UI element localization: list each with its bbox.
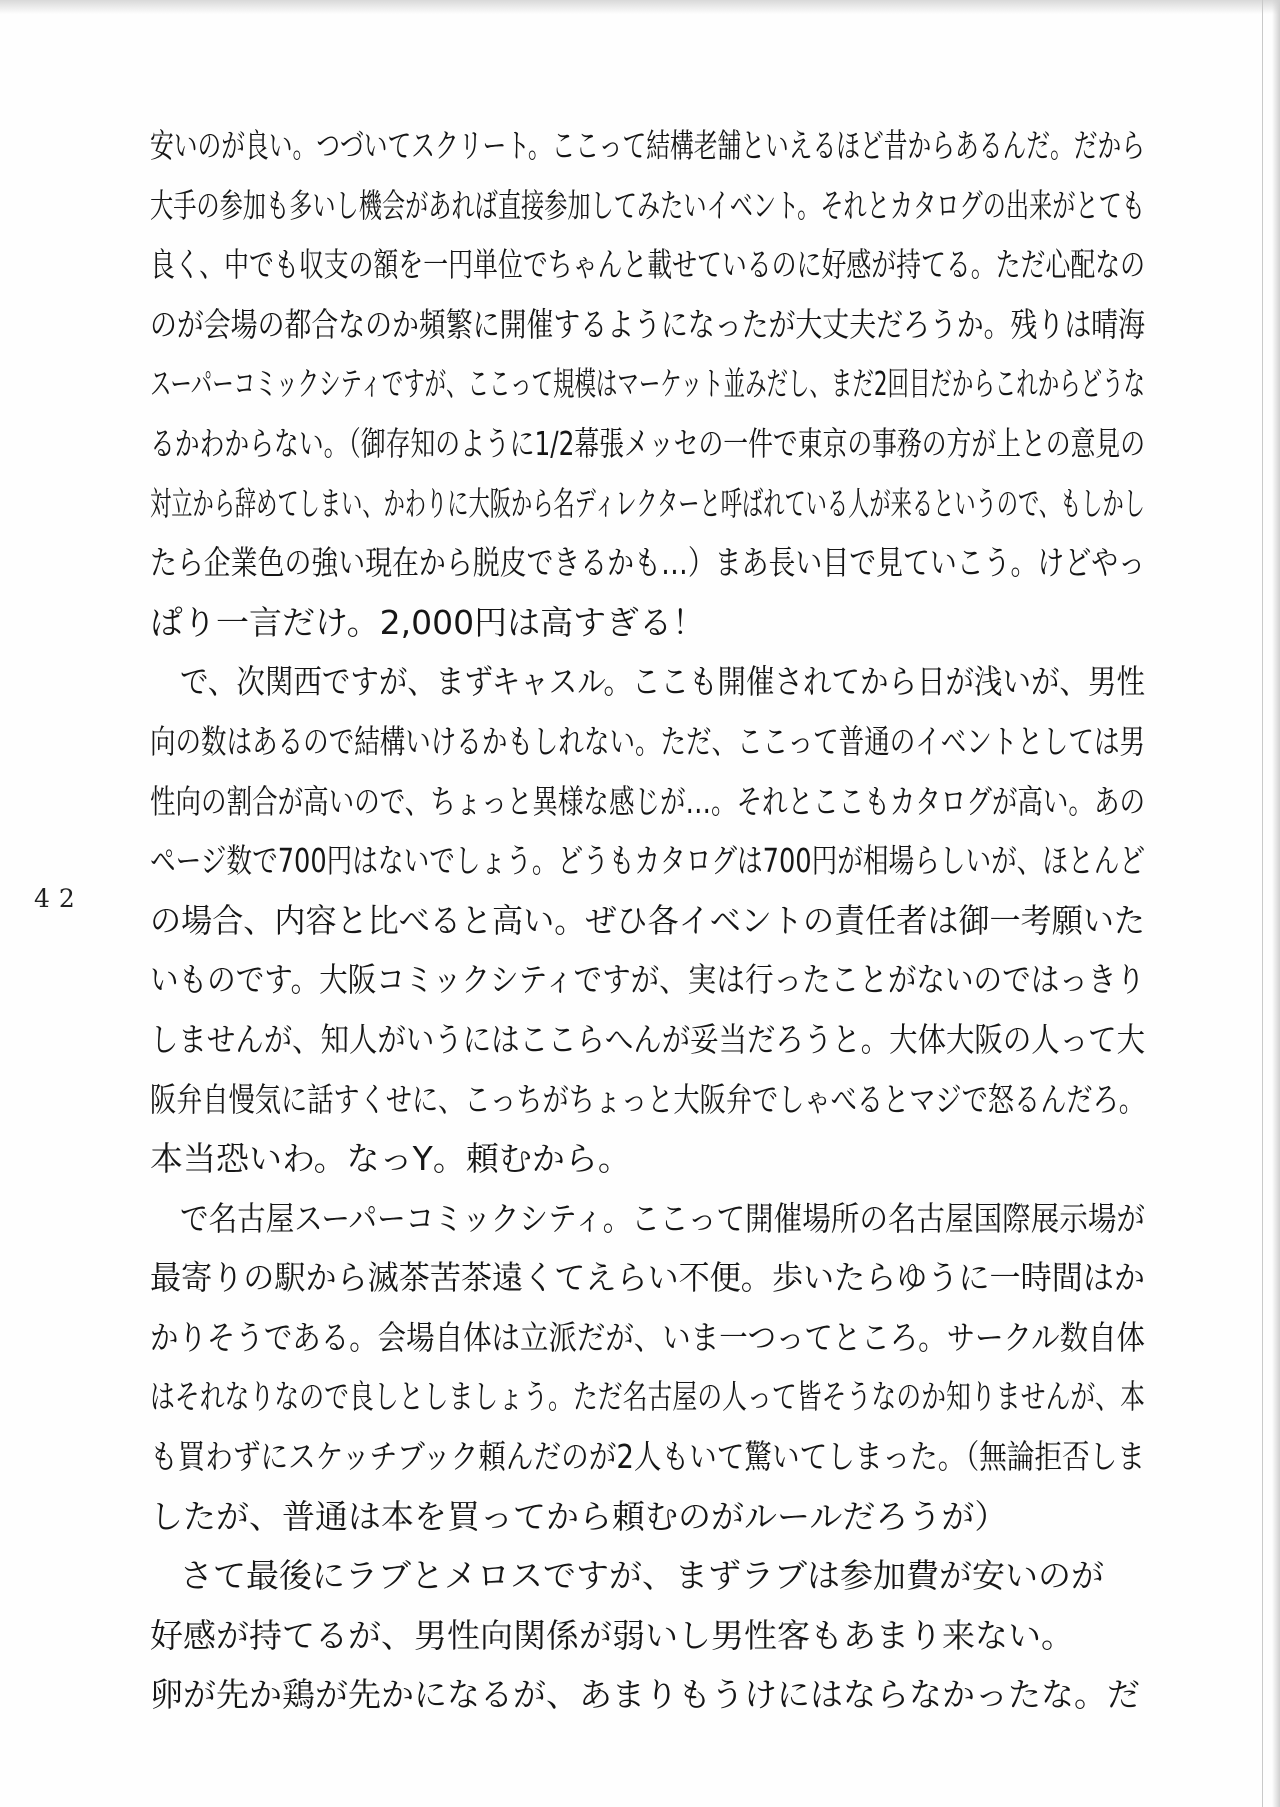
text-line: 本当恐いわ。なっY。頼むから。 <box>150 1139 631 1179</box>
text-line: かりそうである。会場自体は立派だが、いま一つってところ。サークル数自体 <box>150 1317 1145 1357</box>
text-line: 安いのが良い。つづいてスクリート。ここって結構老舗といえるほど昔からあるんだ。だから <box>150 126 1145 165</box>
handwritten-body-text <box>150 116 1145 1725</box>
text-line: 好感が持てるが、男性向関係が弱いし男性客もあまり来ない。 <box>150 1615 1074 1655</box>
text-line: で、次関西ですが、まずキャスル。ここも開催されてから日が浅いが、男性 <box>180 662 1145 702</box>
page-number: 42 <box>34 884 84 913</box>
scan-edge-top <box>0 0 1280 14</box>
text-line: 最寄りの駅から滅茶苦茶遠くてえらい不便。歩いたらゆうに一時間はか <box>150 1258 1145 1298</box>
text-line: はそれなりなので良しとしましょう。ただ名古屋の人って皆そうなのか知りませんが、本 <box>150 1377 1145 1417</box>
text-line: の場合、内容と比べると高い。ぜひ各イベントの責任者は御一考願いた <box>150 900 1145 940</box>
text-line: 卵が先か鶏が先かになるが、あまりもうけにはならなかったな。だ <box>150 1675 1140 1715</box>
text-line: 対立から辞めてしまい、かわりに大阪から名ディレクターと呼ばれている人が来るというので、もしかし <box>150 483 1145 523</box>
text-line: のが会場の都合なのか頻繁に開催するようになったが大丈夫だろうか。残りは晴海 <box>150 304 1145 344</box>
text-line: ページ数で700円はないでしょう。どうもカタログは700円が相場らしいが、ほとんど <box>150 841 1145 881</box>
scan-edge-right <box>1272 0 1280 1807</box>
text-line: たら企業色の強い現在から脱皮できるかも…）まあ長い目で見ていこう。けどやっ <box>150 543 1145 583</box>
text-line: るかわからない。（御存知のように1/2幕張メッセの一件で東京の事務の方が上との意見の <box>150 423 1145 463</box>
text-line: ぱり一言だけ。2,000円は高すぎる！ <box>150 602 706 642</box>
text-line: も買わずにスケッチブック頼んだのが2人もいて驚いてしまった。（無論拒否しま <box>150 1437 1145 1477</box>
text-line: いものです。大阪コミックシティですが、実は行ったことがないのではっきり <box>150 960 1145 1000</box>
text-line: したが、普通は本を買ってから頼むのがルールだろうが） <box>150 1496 1008 1536</box>
text-line: スーパーコミックシティですが、ここって規模はマーケット並みだし、まだ2回目だからこれからどうな <box>150 364 1145 404</box>
text-line: 性向の割合が高いので、ちょっと異様な感じが…。それとここもカタログが高い。あの <box>150 781 1145 821</box>
text-line: で名古屋スーパーコミックシティ。ここって開催場所の名古屋国際展示場が <box>180 1198 1145 1238</box>
scan-edge-line <box>1262 0 1263 1807</box>
text-line: 大手の参加も多いし機会があれば直接参加してみたいイベント。それとカタログの出来がとても <box>150 185 1145 225</box>
text-line: 良く、中でも収支の額を一円単位でちゃんと載せているのに好感が持てる。ただ心配なの <box>150 245 1145 285</box>
text-line: 阪弁自慢気に話すくせに、こっちがちょっと大阪弁でしゃべるとマジで怒るんだろ。 <box>150 1079 1145 1119</box>
text-line: しませんが、知人がいうにはここらへんが妥当だろうと。大体大阪の人って大 <box>150 1019 1145 1059</box>
text-line: 向の数はあるので結構いけるかもしれない。ただ、ここって普通のイベントとしては男 <box>150 721 1145 761</box>
text-line: さて最後にラブとメロスですが、まずラブは参加費が安いのが <box>180 1556 1104 1596</box>
